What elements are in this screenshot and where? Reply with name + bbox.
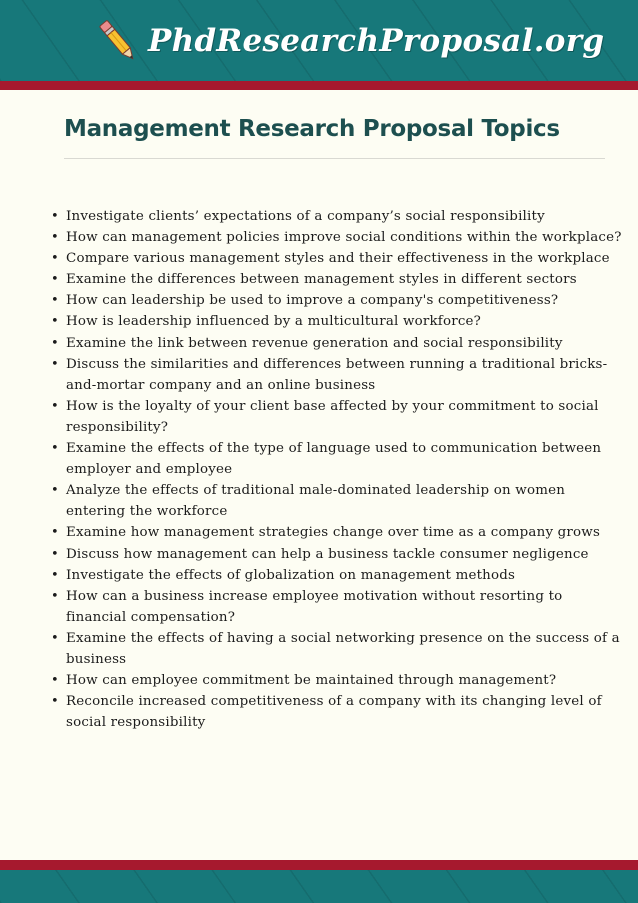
topic-list	[48, 206, 626, 733]
topic-list-item: • Analyze the effects of traditional male-dominated leadership on women entering the workforce	[66, 480, 626, 522]
title-divider	[64, 158, 605, 159]
topic-list-item: • How is leadership influenced by a multicultural workforce?	[66, 311, 626, 332]
topic-list-item: • Examine the effects of having a social networking presence on the success of a business	[66, 628, 626, 670]
topic-list-item: • How can management policies improve social conditions within the workplace?	[66, 227, 626, 248]
topic-list-item: • Compare various management styles and their effectiveness in the workplace	[66, 248, 626, 269]
topic-list-item: • Discuss how management can help a business tackle consumer negligence	[66, 544, 626, 565]
footer-banner	[0, 870, 638, 903]
topic-list-item: • How is the loyalty of your client base affected by your commitment to social responsibility?	[66, 396, 626, 438]
header-banner	[0, 0, 638, 81]
brand-logo[interactable]	[96, 12, 604, 70]
topic-list-item: • Examine the link between revenue generation and social responsibility	[66, 333, 626, 354]
topic-list-item: • How can employee commitment be maintained through management?	[66, 670, 626, 691]
topic-list-item: • How can leadership be used to improve a company's competitiveness?	[66, 290, 626, 311]
pencil-icon	[96, 16, 140, 66]
topic-list-item: • Investigate clients’ expectations of a company’s social responsibility	[66, 206, 626, 227]
topic-list-item: • Reconcile increased competitiveness of a company with its changing level of social responsibility	[66, 691, 626, 733]
topic-list-item: • Examine the effects of the type of language used to communication between employer and employee	[66, 438, 626, 480]
topic-list-item: • How can a business increase employee motivation without resorting to financial compensation?	[66, 586, 626, 628]
page-title: Management Research Proposal Topics	[64, 116, 560, 142]
topic-list-item: • Investigate the effects of globalization on management methods	[66, 565, 626, 586]
topic-list-item: • Examine how management strategies change over time as a company grows	[66, 522, 626, 543]
topic-list-item: • Examine the differences between management styles in different sectors	[66, 269, 626, 290]
footer-divider	[0, 860, 638, 870]
topic-list-item: • Discuss the similarities and differences between running a traditional bricks-and-mortar company and an online business	[66, 354, 626, 396]
brand-name: PhdResearchProposal.org	[148, 23, 605, 59]
header-divider	[0, 81, 638, 90]
